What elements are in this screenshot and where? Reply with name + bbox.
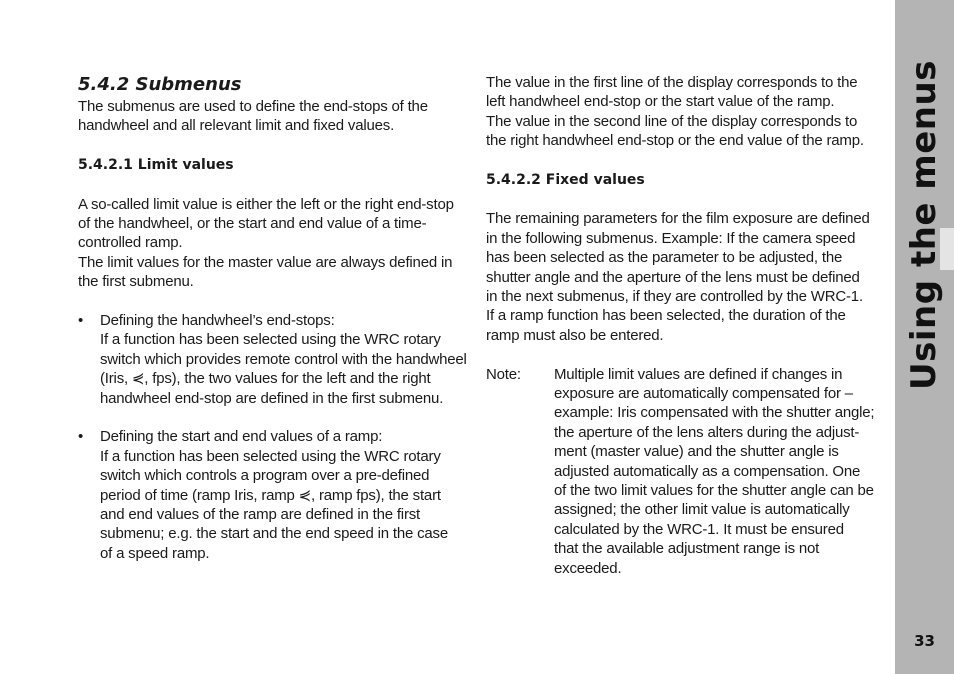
subsection-heading-fixed-values: 5.4.2.2 Fixed values: [486, 172, 645, 189]
left-column: [78, 73, 470, 563]
limit-values-paragraph: A so-called limit value is either the left or the right end-stop of the handwheel, or the start and end value of a time- controlled ramp. The limit values for the master value are always defined in the first submenu.: [78, 195, 454, 291]
bullet-title: Defining the handwheel’s end-stops:: [100, 312, 335, 330]
fixed-values-paragraph: The remaining parameters for the film exposure are defined in the following submenus. Example: If the camera speed has been selected as the parameter to be adjusted, the shutter angle and the aperture of the lens must be defined in the next submenus, if they are controlled by the WRC-1. If a ramp function has been selected, the duration of the ramp must also be entered.: [486, 210, 870, 344]
bullet-title: Defining the start and end values of a ramp:: [100, 428, 383, 446]
bullet-handwheel-end-stops: • Defining the handwheel’s end-stops: If a function has been selected using the WRC rotary switch which provides remote control with the handwheel (Iris, ⋞, fps), the two values for the left and the right handwheel end-stop are defined in the first submenu.: [78, 311, 470, 408]
right-column: [486, 73, 878, 578]
bullet-ramp-values: • Defining the start and end values of a ramp: If a function has been selected using the WRC rotary switch which controls a program over a pre-defined period of time (ramp Iris, ramp ⋞, ramp fps), the start and end values of the ramp are defined in the first submenu; e.g. the start and the end speed in the case of a speed ramp.: [78, 427, 470, 563]
bullet-marker: •: [78, 312, 84, 330]
note-block: [486, 365, 878, 578]
display-lines-paragraph: The value in the first line of the display corresponds to the left handwheel end-stop or the start value of the ramp. The value in the second line of the display corresponds to the right handwheel end-stop or the end value of the ramp.: [486, 74, 864, 150]
section-heading: 5.4.2 Submenus: [78, 74, 242, 95]
chapter-title: Using the menus: [904, 60, 944, 390]
note-text: Multiple limit values are defined if changes in exposure are automatically compensated for – example: Iris compensated with the shutter angle; the aperture of the lens alters during the adjust- ment (master value) and the shutter angle is adjusted automatically as a compensation. One of the two limit values for the shutter angle can be assigned; the other limit value is automatically calculated by the WRC-1. It must be ensured that the available adjustment range is not exceeded.: [554, 365, 875, 577]
intro-paragraph: The submenus are used to define the end-stops of the handwheel and all relevant limit and fixed values.: [78, 98, 428, 135]
note-label: Note:: [486, 365, 521, 383]
page-number: 33: [914, 632, 935, 650]
bullet-marker: •: [78, 428, 84, 446]
subsection-heading-limit-values: 5.4.2.1 Limit values: [78, 157, 234, 174]
